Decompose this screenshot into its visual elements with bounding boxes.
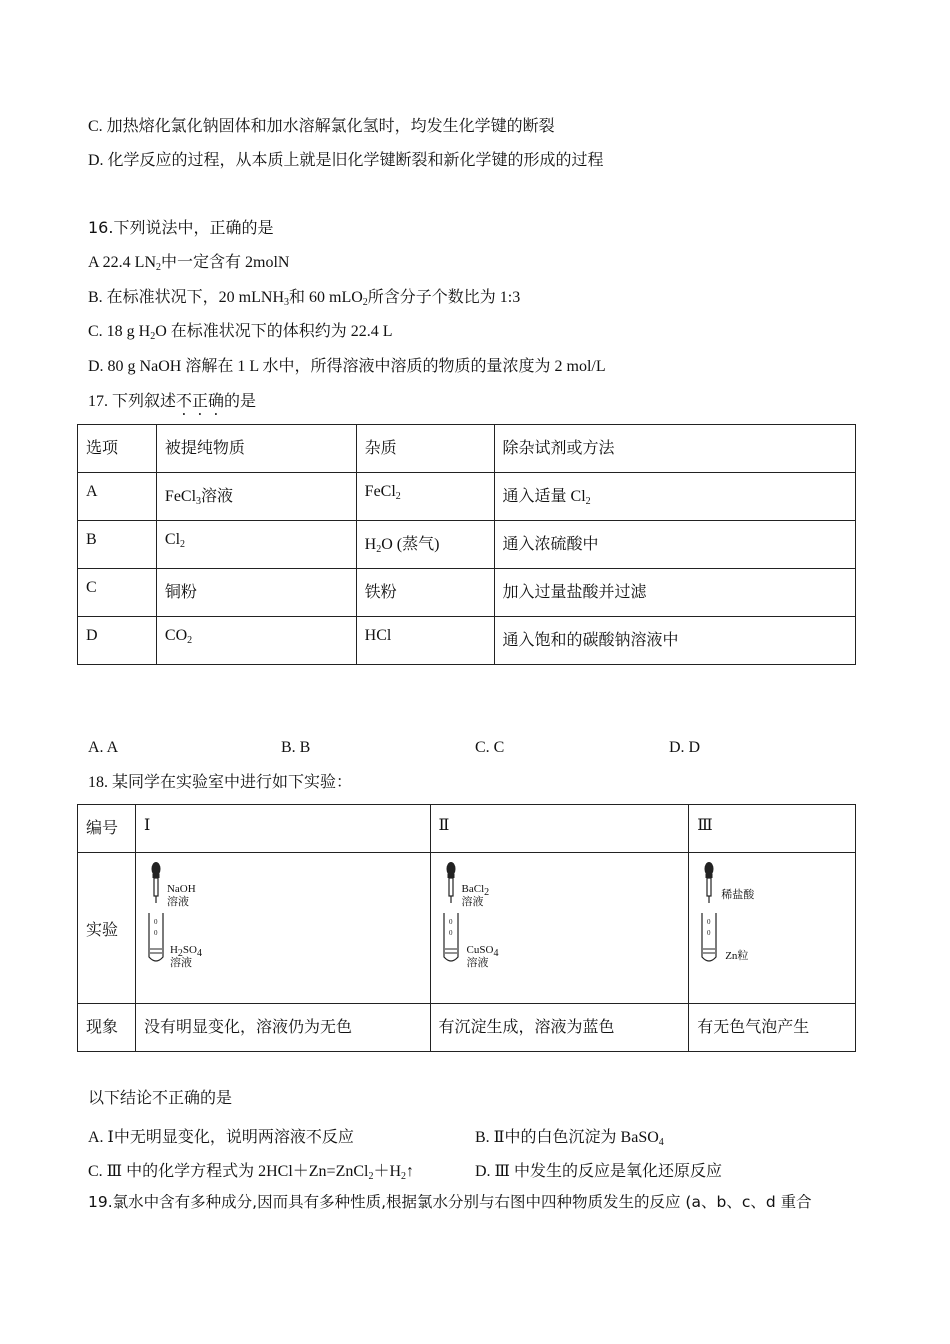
q18-option-a: A. Ⅰ中无明显变化，说明两溶液不反应 [88,1129,354,1146]
reagent-label: CuSO$_4$ 溶液 [466,944,499,969]
table-header-row [78,425,856,473]
table-cell: $CO_2$ [156,617,356,665]
table-cell: 没有明显变化，溶液仍为无色 [135,1004,430,1052]
header-cell: Ⅲ [689,805,856,853]
dropper-testtube-icon [439,857,469,972]
q17-stem: 17. 下列叙述不正确的是 [88,393,257,410]
q16-option-d: D. 80 g NaOH 溶解在 1 L 水中，所得溶液中溶质的物质的量浓度为 2 mol/L [88,358,606,375]
header-cell: 杂质 [356,425,494,473]
q16-stem: 16.下列说法中，正确的是 [88,218,274,237]
table-row [78,521,856,569]
table-cell: 现象 [78,1004,136,1052]
reagent-label: BaCl$_2$ 溶液 [461,883,490,908]
table-cell: $H_2O$ (蒸气) [356,521,494,569]
table-header-row [78,805,856,853]
table-cell: 加入过量盐酸并过滤 [494,569,855,617]
reagent-label: Zn粒 [725,950,749,962]
table-cell: D [78,617,157,665]
q16-option-b: B. 在标准状况下，20 mLNH$_3$和 60 mLO$_2$所含分子个数比为 1:3 [88,289,521,308]
table-cell: $Cl_2$ [156,521,356,569]
table-cell: 铜粉 [156,569,356,617]
q16-option-c: C. 18 g $H_2O$ 在标准状况下的体积约为 22.4 L [88,323,393,342]
table-row [78,617,856,665]
svg-text:0: 0 [153,929,158,937]
q18-table [77,804,856,1052]
svg-text:0: 0 [707,918,711,926]
experiment-3-cell [689,853,856,1004]
table-cell: 通入饱和的碳酸钠溶液中 [494,617,855,665]
table-row [78,569,856,617]
svg-text:0: 0 [707,929,711,937]
q16-option-a: A 22.4 $LN_2$中一定含有 2molN [88,254,290,273]
svg-text:0: 0 [448,918,453,926]
table-cell: 有无色气泡产生 [689,1004,856,1052]
header-cell: Ⅱ [430,805,689,853]
header-cell: 除杂试剂或方法 [494,425,855,473]
experiment-2-cell [430,853,689,1004]
q18-stem: 18. 某同学在实验室中进行如下实验： [88,774,353,791]
table-row [78,1004,856,1052]
header-cell: Ⅰ [135,805,430,853]
table-cell: 通入浓硫酸中 [494,521,855,569]
table-cell: 通入适量 $Cl_2$ [494,473,855,521]
q17-answer-a: A. A [88,739,119,756]
q19-stem: 19.氯水中含有多种成分,因而具有多种性质,根据氯水分别与右图中四种物质发生的反应 (a、b、c、d 重合 [88,1193,812,1211]
table-cell: HCl [356,617,494,665]
reagent-label: NaOH 溶液 [166,883,196,908]
q15-option-d: D. 化学反应的过程，从本质上就是旧化学键断裂和新化学键的形成的过程 [88,152,604,169]
svg-text:0: 0 [153,918,158,926]
header-cell: 编号 [78,805,136,853]
table-cell: FeCl$_3$溶液 [156,473,356,521]
header-cell: 被提纯物质 [156,425,356,473]
reagent-label: $H_2SO_4$ 溶液 [169,944,202,969]
header-cell: 选项 [78,425,157,473]
table-cell: C [78,569,157,617]
table-row [78,473,856,521]
svg-text:0: 0 [448,929,453,937]
q18-option-d: D. Ⅲ 中发生的反应是氧化还原反应 [475,1163,722,1180]
table-row [78,853,856,1004]
emphasis-text: 不正确 [176,393,225,410]
table-cell: B [78,521,157,569]
dropper-testtube-icon [697,857,727,972]
q18-conclusion: 以下结论不正确的是 [88,1090,233,1107]
q18-option-b: B. Ⅱ中的白色沉淀为 BaSO$_4$ [475,1129,664,1148]
q17-table [77,424,856,665]
table-cell: A [78,473,157,521]
table-cell: 铁粉 [356,569,494,617]
q15-option-c: C. 加热熔化氯化钠固体和加水溶解氯化氢时，均发生化学键的断裂 [88,118,555,135]
reagent-label: 稀盐酸 [721,889,755,901]
q18-option-c: C. Ⅲ 中的化学方程式为 $2HCl+Zn=ZnCl_2+H_2↑$ [88,1163,415,1182]
q17-answer-c: C. C [475,739,505,756]
q17-answer-b: B. B [281,739,311,756]
table-cell: 有沉淀生成，溶液为蓝色 [430,1004,689,1052]
table-cell: FeCl$_2$ [356,473,494,521]
q17-answer-d: D. D [669,739,701,756]
experiment-1-cell [135,853,430,1004]
table-cell: 实验 [78,853,136,1004]
